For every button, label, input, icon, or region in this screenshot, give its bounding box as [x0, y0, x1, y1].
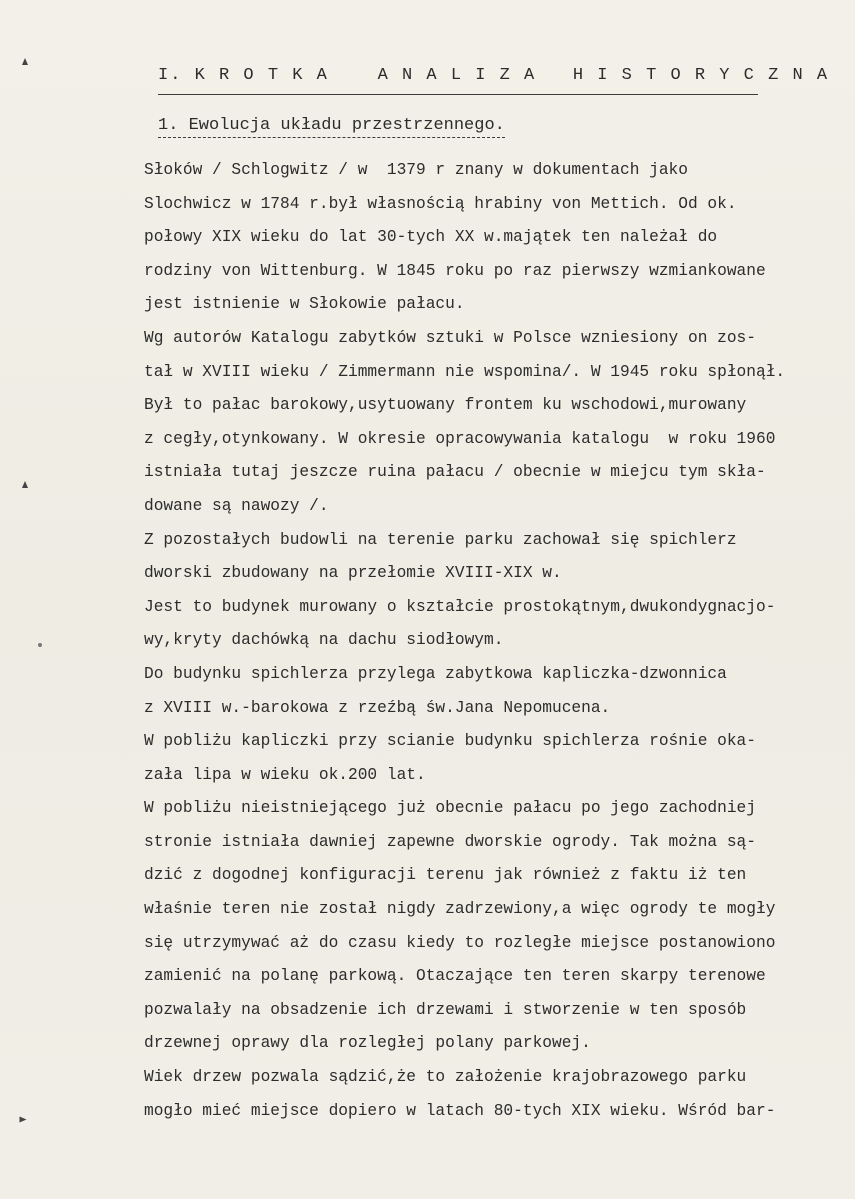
text-line: istniała tutaj jeszcze ruina pałacu / obecnie w miejcu tym skła- [144, 463, 766, 482]
margin-dot [38, 643, 42, 647]
text-line: Wg autorów Katalogu zabytków sztuki w Polsce wzniesiony on zos- [144, 328, 756, 347]
text-line: Jest to budynek murowany o kształcie prostokątnym,dwukondygnacjo- [144, 597, 776, 616]
subsection-heading: 1. Ewolucja układu przestrzennego. [158, 116, 505, 138]
text-line: właśnie teren nie został nigdy zadrzewiony,a więc ogrody te mogły [144, 900, 776, 919]
margin-mark-bottom [20, 1117, 27, 1123]
text-line: Wiek drzew pozwala sądzić,że to założenie krajobrazowego parku [144, 1068, 747, 1087]
text-line: W pobliżu kapliczki przy scianie budynku spichlerza rośnie oka- [144, 732, 756, 751]
text-line: stronie istniała dawniej zapewne dworskie ogrody. Tak można są- [144, 832, 756, 851]
margin-mark-middle [22, 481, 28, 488]
text-line: z cegły,otynkowany. W okresie opracowywania katalogu w roku 1960 [144, 429, 776, 448]
text-line: Słoków / Schlogwitz / w 1379 r znany w dokumentach jako [144, 161, 688, 179]
body-text [144, 154, 855, 1128]
text-line: jest istnienie w Słokowie pałacu. [144, 295, 465, 314]
text-line: tał w XVIII wieku / Zimmermann nie wspomina/. W 1945 roku spłonął. [144, 362, 786, 381]
text-line: Do budynku spichlerza przylega zabytkowa kapliczka-dzwonnica [144, 664, 727, 683]
text-line: się utrzymywać aż do czasu kiedy to rozległe miejsce postanowiono [144, 933, 776, 952]
text-line: mogło mieć miejsce dopiero w latach 80-tych XIX wieku. Wśród bar- [144, 1101, 776, 1120]
text-line: pozwalały na obsadzenie ich drzewami i stworzenie w ten sposób [144, 1000, 747, 1019]
text-line: połowy XIX wieku do lat 30-tych XX w.majątek ten należał do [144, 228, 718, 247]
text-line: Slochwicz w 1784 r.był własnością hrabiny von Mettich. Od ok. [144, 194, 737, 213]
text-line: Był to pałac barokowy,usytuowany frontem ku wschodowi,murowany [144, 396, 747, 415]
text-line: z XVIII w.-barokowa z rzeźbą św.Jana Nepomucena. [144, 698, 611, 717]
text-line: zamienić na polanę parkową. Otaczające ten teren skarpy terenowe [144, 967, 766, 986]
text-line: wy,kryty dachówką na dachu siodłowym. [144, 631, 504, 650]
margin-mark-top [22, 58, 28, 65]
text-line: Z pozostałych budowli na terenie parku zachował się spichlerz [144, 530, 737, 549]
text-line: drzewnej oprawy dla rozległej polany parkowej. [144, 1034, 591, 1053]
section-heading: I. K R O T K A A N A L I Z A H I S T O R Y C Z N A [158, 66, 758, 95]
text-line: W pobliżu nieistniejącego już obecnie pałacu po jego zachodniej [144, 799, 756, 818]
text-line: dzić z dogodnej konfiguracji terenu jak również z faktu iż ten [144, 866, 747, 885]
text-line: rodziny von Wittenburg. W 1845 roku po raz pierwszy wzmiankowane [144, 261, 766, 280]
text-line: zała lipa w wieku ok.200 lat. [144, 765, 426, 784]
text-line: dowane są nawozy /. [144, 496, 329, 515]
text-line: dworski zbudowany na przełomie XVIII-XIX w. [144, 564, 562, 583]
